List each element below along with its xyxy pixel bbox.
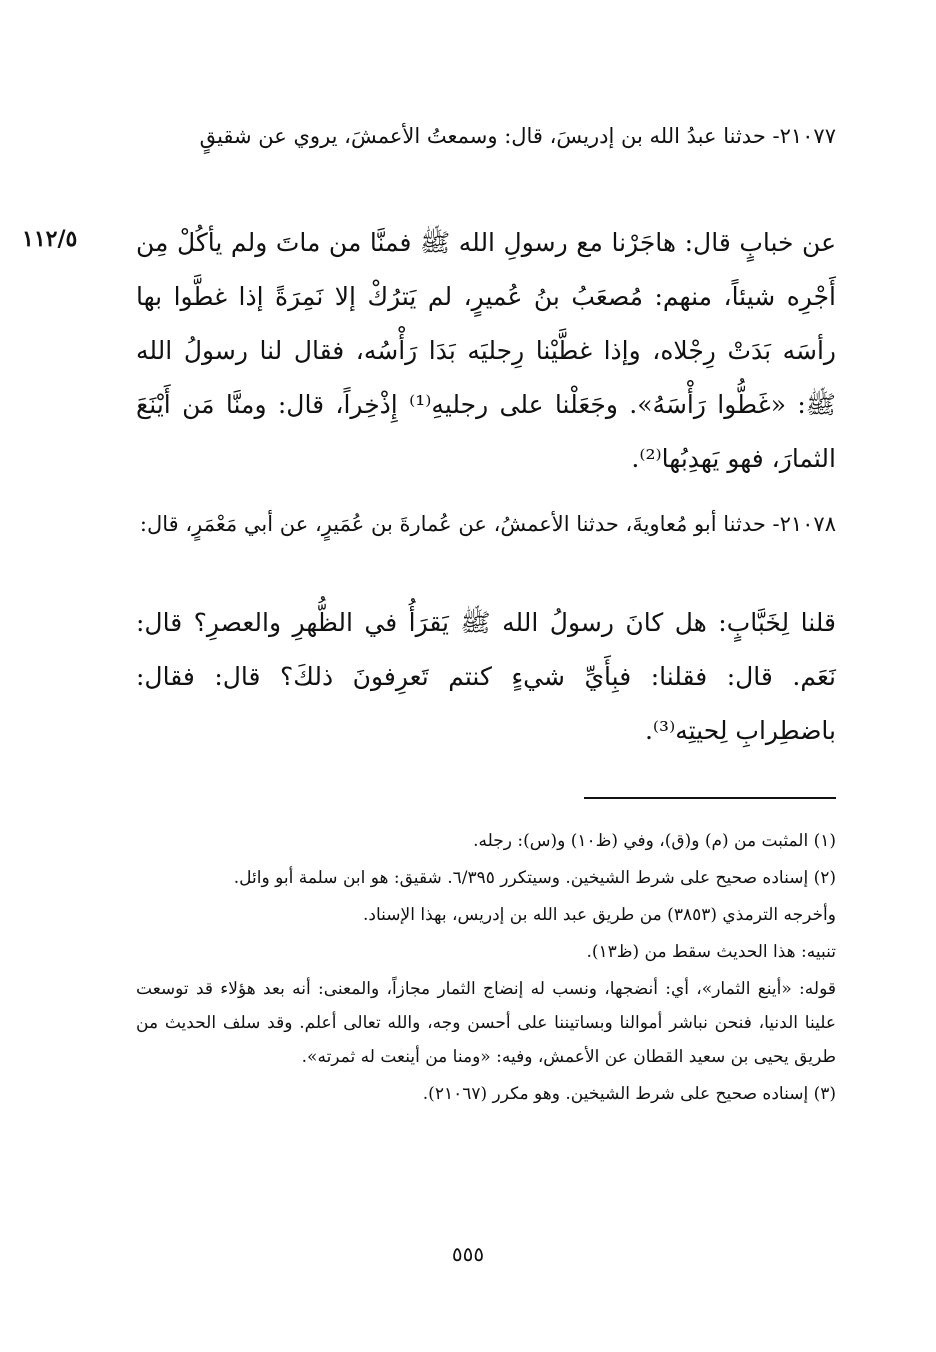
hadith-2078-chain: ٢١٠٧٨- حدثنا أبو مُعاويةَ، حدثنا الأعمشُ، عن عُمارةَ بن عُمَيرٍ، عن أبي مَعْمَرٍ، قال: bbox=[139, 512, 836, 536]
footnote-2-takhrij: وأخرجه الترمذي (٣٨٥٣) من طريق عبد الله بن إدريس، بهذا الإسناد. bbox=[363, 905, 836, 925]
footnote-2-commentary: قوله: «أينع الثمار»، أي: أنضجها، ونسب له إنضاج الثمار مجازاً، والمعنى: أنه بعد هؤلاء قد توسعت علينا الدنيا، فنحن نباشر أموالنا وبساتيننا على أحسن وجه، والله تعالى أعلم. وقد سلف الحديث من طريق يحيى بن سعيد القطان عن الأعمش، وفيه: «ومنا من أينعت له ثمرته». bbox=[136, 979, 836, 1067]
footnote-1: (١) المثبت من (م) و(ق)، وفي (ظ١٠) و(س): رجله. bbox=[473, 831, 836, 851]
footnotes bbox=[136, 824, 836, 1111]
footnote-separator bbox=[584, 797, 836, 799]
footnote-2: (٢) إسناده صحيح على شرط الشيخين. وسيتكرر ٦/٣٩٥. شقيق: هو ابن سلمة أبو وائل. bbox=[233, 868, 836, 888]
footnote-2-note: تنبيه: هذا الحديث سقط من (ظ١٣). bbox=[586, 942, 836, 962]
footnote-3: (٣) إسناده صحيح على شرط الشيخين. وهو مكرر (٢١٠٦٧). bbox=[422, 1084, 836, 1104]
hadith-2077-chain: ٢١٠٧٧- حدثنا عبدُ الله بن إدريسَ، قال: وسمعتُ الأعمشَ، يروي عن شقيقٍ bbox=[199, 124, 836, 148]
hadith-2078-body bbox=[136, 596, 836, 758]
margin-volume-page-reference: ١١٢/٥ bbox=[22, 226, 78, 252]
hadith-2078-intro bbox=[136, 500, 836, 548]
hadith-2077-body bbox=[136, 216, 836, 486]
hadith-2078-text: قلنا لِخَبَّابٍ: هل كانَ رسولُ الله ﷺ يَقرَأُ في الظُّهرِ والعصرِ؟ قال: نَعَم. قال: فقلنا: فبِأَيِّ شيءٍ كنتم تَعرِفونَ ذلكَ؟ قال: فقال: باضطِرابِ لِحيتِه⁽³⁾. bbox=[136, 608, 836, 745]
hadith-2077-intro bbox=[136, 112, 836, 160]
page-number: ٥٥٥ bbox=[451, 1242, 485, 1266]
hadith-2077-text: عن خبابٍ قال: هاجَرْنا مع رسولِ الله ﷺ فمنَّا من ماتَ ولم يأكُلْ مِن أَجْرِه شيئاً، منهم: مُصعَبُ بنُ عُميرٍ، لم يَترُكْ إلا نَمِرَةً إذا غطَّوا بها رأسَه بَدَتْ رِجْلاه، وإذا غطَّيْنا رِجليَه بَدَا رَأْسُه، فقال لنا رسولُ الله ﷺ: «غَطُّوا رَأْسَهُ». وجَعَلْنا على رجليهِ⁽¹⁾ إِذْخِراً، قال: ومنَّا مَن أَيْنَعَ الثمارَ، فهو يَهدِبُها⁽²⁾. bbox=[136, 228, 837, 473]
